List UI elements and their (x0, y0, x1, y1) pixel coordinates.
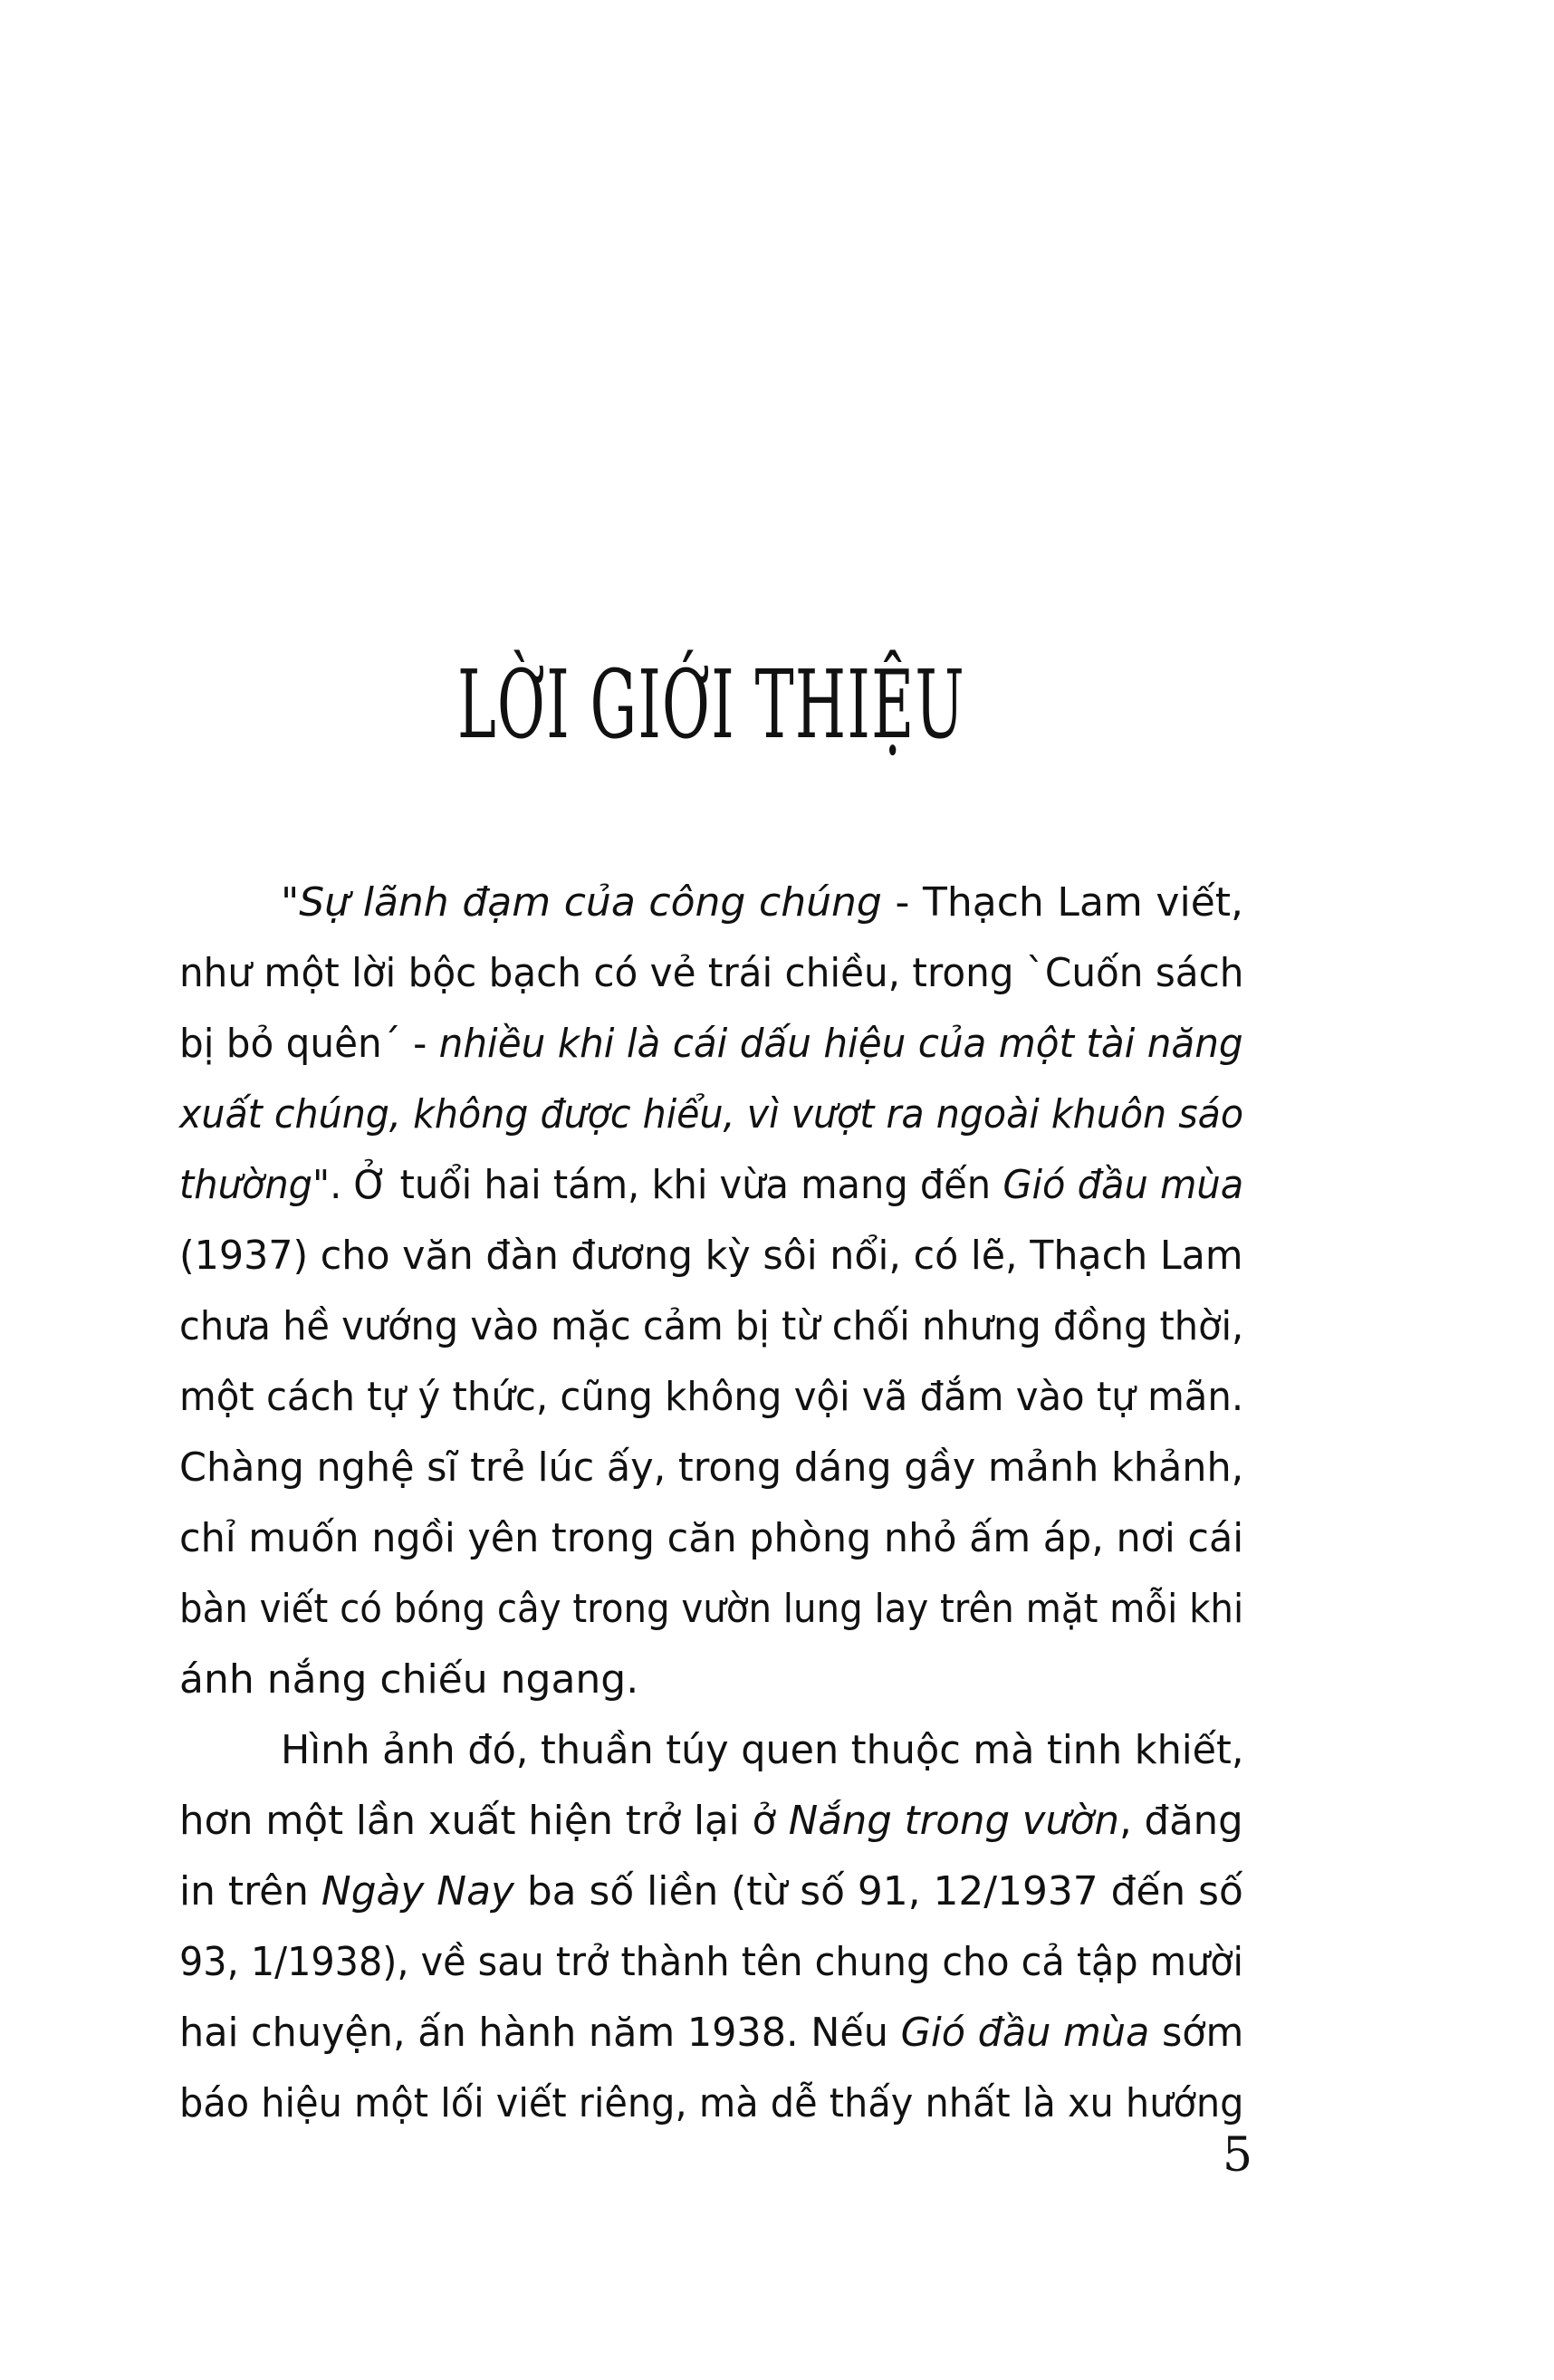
text-line (179, 1291, 1243, 1362)
text-span: " (281, 879, 300, 926)
text-span: (1937) cho văn đàn đương kỳ sôi nổi, có lẽ, Thạch Lam (179, 1233, 1243, 1279)
text-span: hơn một lần xuất hiện trở lại ở (179, 1798, 789, 1844)
italic-text: thường (179, 1162, 313, 1208)
text-line (179, 1715, 1243, 1786)
text-line (179, 1080, 1243, 1150)
text-span: bàn viết có bóng cây trong vườn lung lay trên mặt mỗi khi (179, 1586, 1244, 1632)
text-span: báo hiệu một lối viết riêng, mà dễ thấy nhất là xu hướng (179, 2080, 1244, 2126)
text-line (179, 1503, 1243, 1574)
text-span: Chàng nghệ sĩ trẻ lúc ấy, trong dáng gầy mảnh khảnh, (179, 1444, 1244, 1491)
text-span: ". Ở tuổi hai tám, khi vừa mang đến (312, 1162, 1003, 1208)
text-span: bị bỏ quên´ - (179, 1021, 439, 1067)
paragraph (179, 1715, 1243, 2139)
text-line (179, 1009, 1243, 1080)
text-line (179, 938, 1243, 1009)
text-line (179, 1645, 1243, 1715)
text-line (179, 2068, 1243, 2139)
text-span: chỉ muốn ngồi yên trong căn phòng nhỏ ấm áp, nơi cái (179, 1515, 1244, 1561)
page-number: 5 (1223, 2128, 1253, 2183)
text-span: chưa hề vướng vào mặc cảm bị từ chối nhưng đồng thời, (179, 1303, 1244, 1349)
text-line (179, 1927, 1243, 1998)
text-span: - Thạch Lam viết, (881, 879, 1244, 926)
text-line (179, 1433, 1243, 1503)
paragraph (179, 868, 1243, 1715)
text-span: hai chuyện, ấn hành năm 1938. Nếu (179, 2010, 901, 2056)
body-text (179, 868, 1243, 2139)
italic-text: Gió đầu mùa (1002, 1162, 1244, 1208)
text-span: một cách tự ý thức, cũng không vội vã đắm vào tự mãn. (179, 1374, 1244, 1420)
text-line (179, 1857, 1243, 1927)
text-span: in trên (179, 1868, 321, 1915)
text-span: sớm (1149, 2010, 1244, 2056)
italic-text: Gió đầu mùa (900, 2010, 1150, 2056)
text-span: như một lời bộc bạch có vẻ trái chiều, trong `Cuốn sách (179, 950, 1244, 996)
text-line (179, 1150, 1243, 1221)
text-line (179, 1574, 1243, 1645)
italic-text: xuất chúng, không được hiểu, vì vượt ra ngoài khuôn sáo (179, 1091, 1244, 1137)
text-line (179, 1362, 1243, 1433)
text-span: , đăng (1118, 1798, 1243, 1844)
text-line (179, 1998, 1243, 2068)
text-span: Hình ảnh đó, thuần túy quen thuộc mà tinh khiết, (281, 1727, 1244, 1773)
chapter-title: LỜI GIỚI THIỆU (457, 648, 965, 760)
text-line (179, 868, 1243, 938)
italic-text: Sự lãnh đạm của công chúng (299, 879, 882, 926)
italic-text: Ngày Nay (321, 1868, 514, 1915)
italic-text: nhiều khi là cái dấu hiệu của một tài năng (438, 1021, 1243, 1067)
text-span: ba số liền (từ số 91, 12/1937 đến số (513, 1868, 1243, 1915)
text-line (179, 1221, 1243, 1291)
text-line (179, 1786, 1243, 1857)
italic-text: Nắng trong vườn (788, 1798, 1119, 1844)
text-span: ánh nắng chiếu ngang. (179, 1656, 639, 1703)
text-span: 93, 1/1938), về sau trở thành tên chung cho cả tập mười (179, 1939, 1243, 1985)
